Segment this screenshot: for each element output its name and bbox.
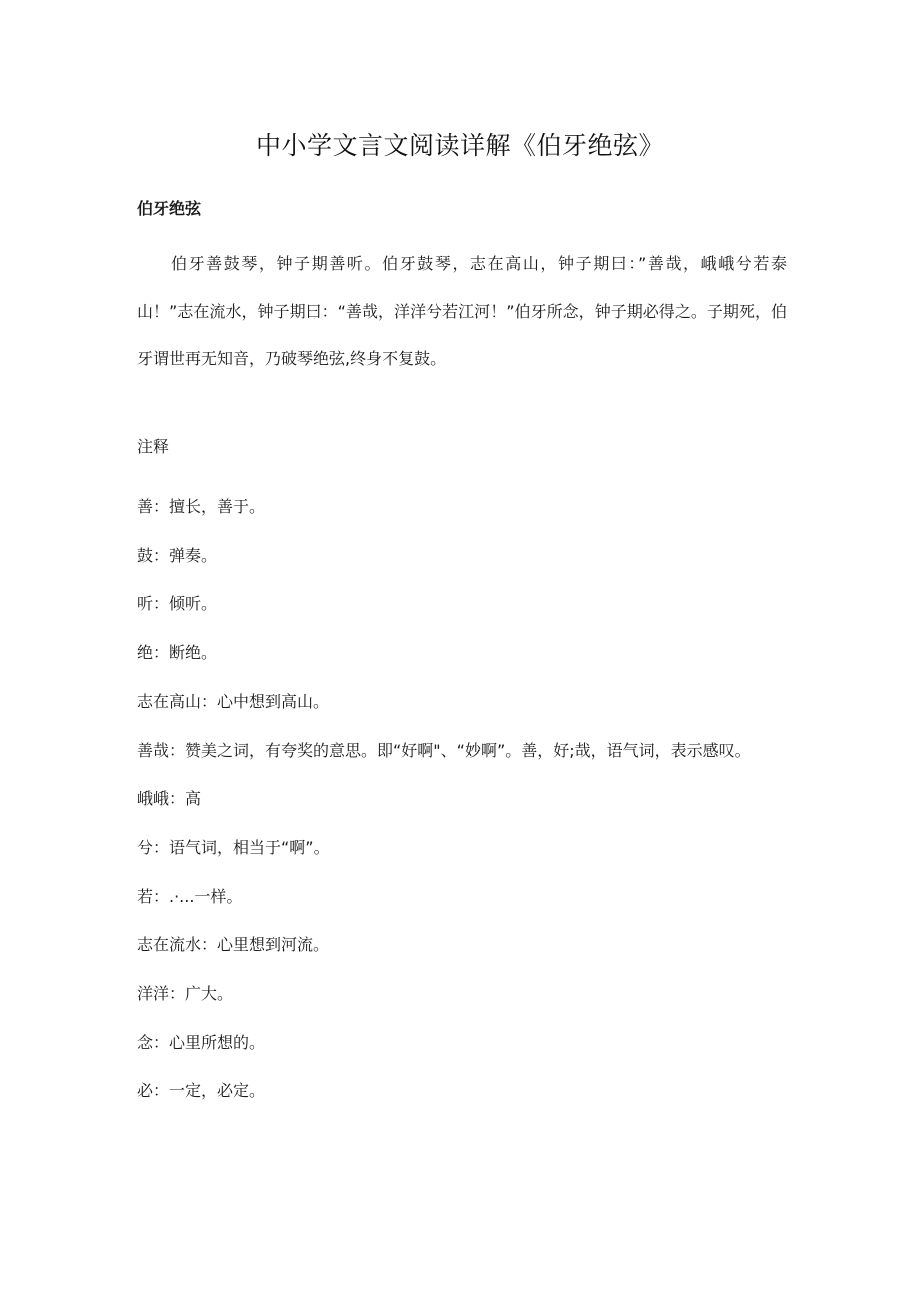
section-heading: 伯牙绝弦 <box>137 199 202 218</box>
note-item: 必：一定，必定。 <box>137 1081 266 1101</box>
note-item: 峨峨：高 <box>137 789 202 809</box>
note-item: 听：倾听。 <box>137 594 218 614</box>
note-item: 志在高山：心中想到高山。 <box>137 691 330 711</box>
note-item: 善：擅长，善于。 <box>137 497 266 516</box>
notes-heading: 注释 <box>137 437 170 456</box>
note-item: 兮：语气词，相当于“啊”。 <box>137 837 330 857</box>
note-item: 善哉：赞美之词，有夸奖的意思。即“好啊"、“妙啊”。善，好;哉，语气词，表示感叹。 <box>137 740 751 760</box>
notes-list <box>137 483 787 1116</box>
note-item: 志在流水：心里想到河流。 <box>137 935 330 955</box>
classical-text-paragraph: 伯牙善鼓琴，钟子期善听。伯牙鼓琴，志在高山，钟子期曰：”善哉，峨峨兮若泰山！”志在流水，钟子期曰：“善哉，洋洋兮若江河！”伯牙所念，钟子期必得之。子期死，伯牙谓世再无知音，乃破琴绝弦,终身不复鼓。 <box>137 254 787 368</box>
note-item: 念：心里所想的。 <box>137 1032 266 1052</box>
note-item: 洋洋：广大。 <box>137 984 234 1004</box>
note-item: 鼓：弹奏。 <box>137 545 218 565</box>
page-title: 中小学文言文阅读详解《伯牙绝弦》 <box>255 131 664 160</box>
note-item: 若：.·...一样。 <box>137 886 243 906</box>
note-item: 绝：断绝。 <box>137 643 218 663</box>
